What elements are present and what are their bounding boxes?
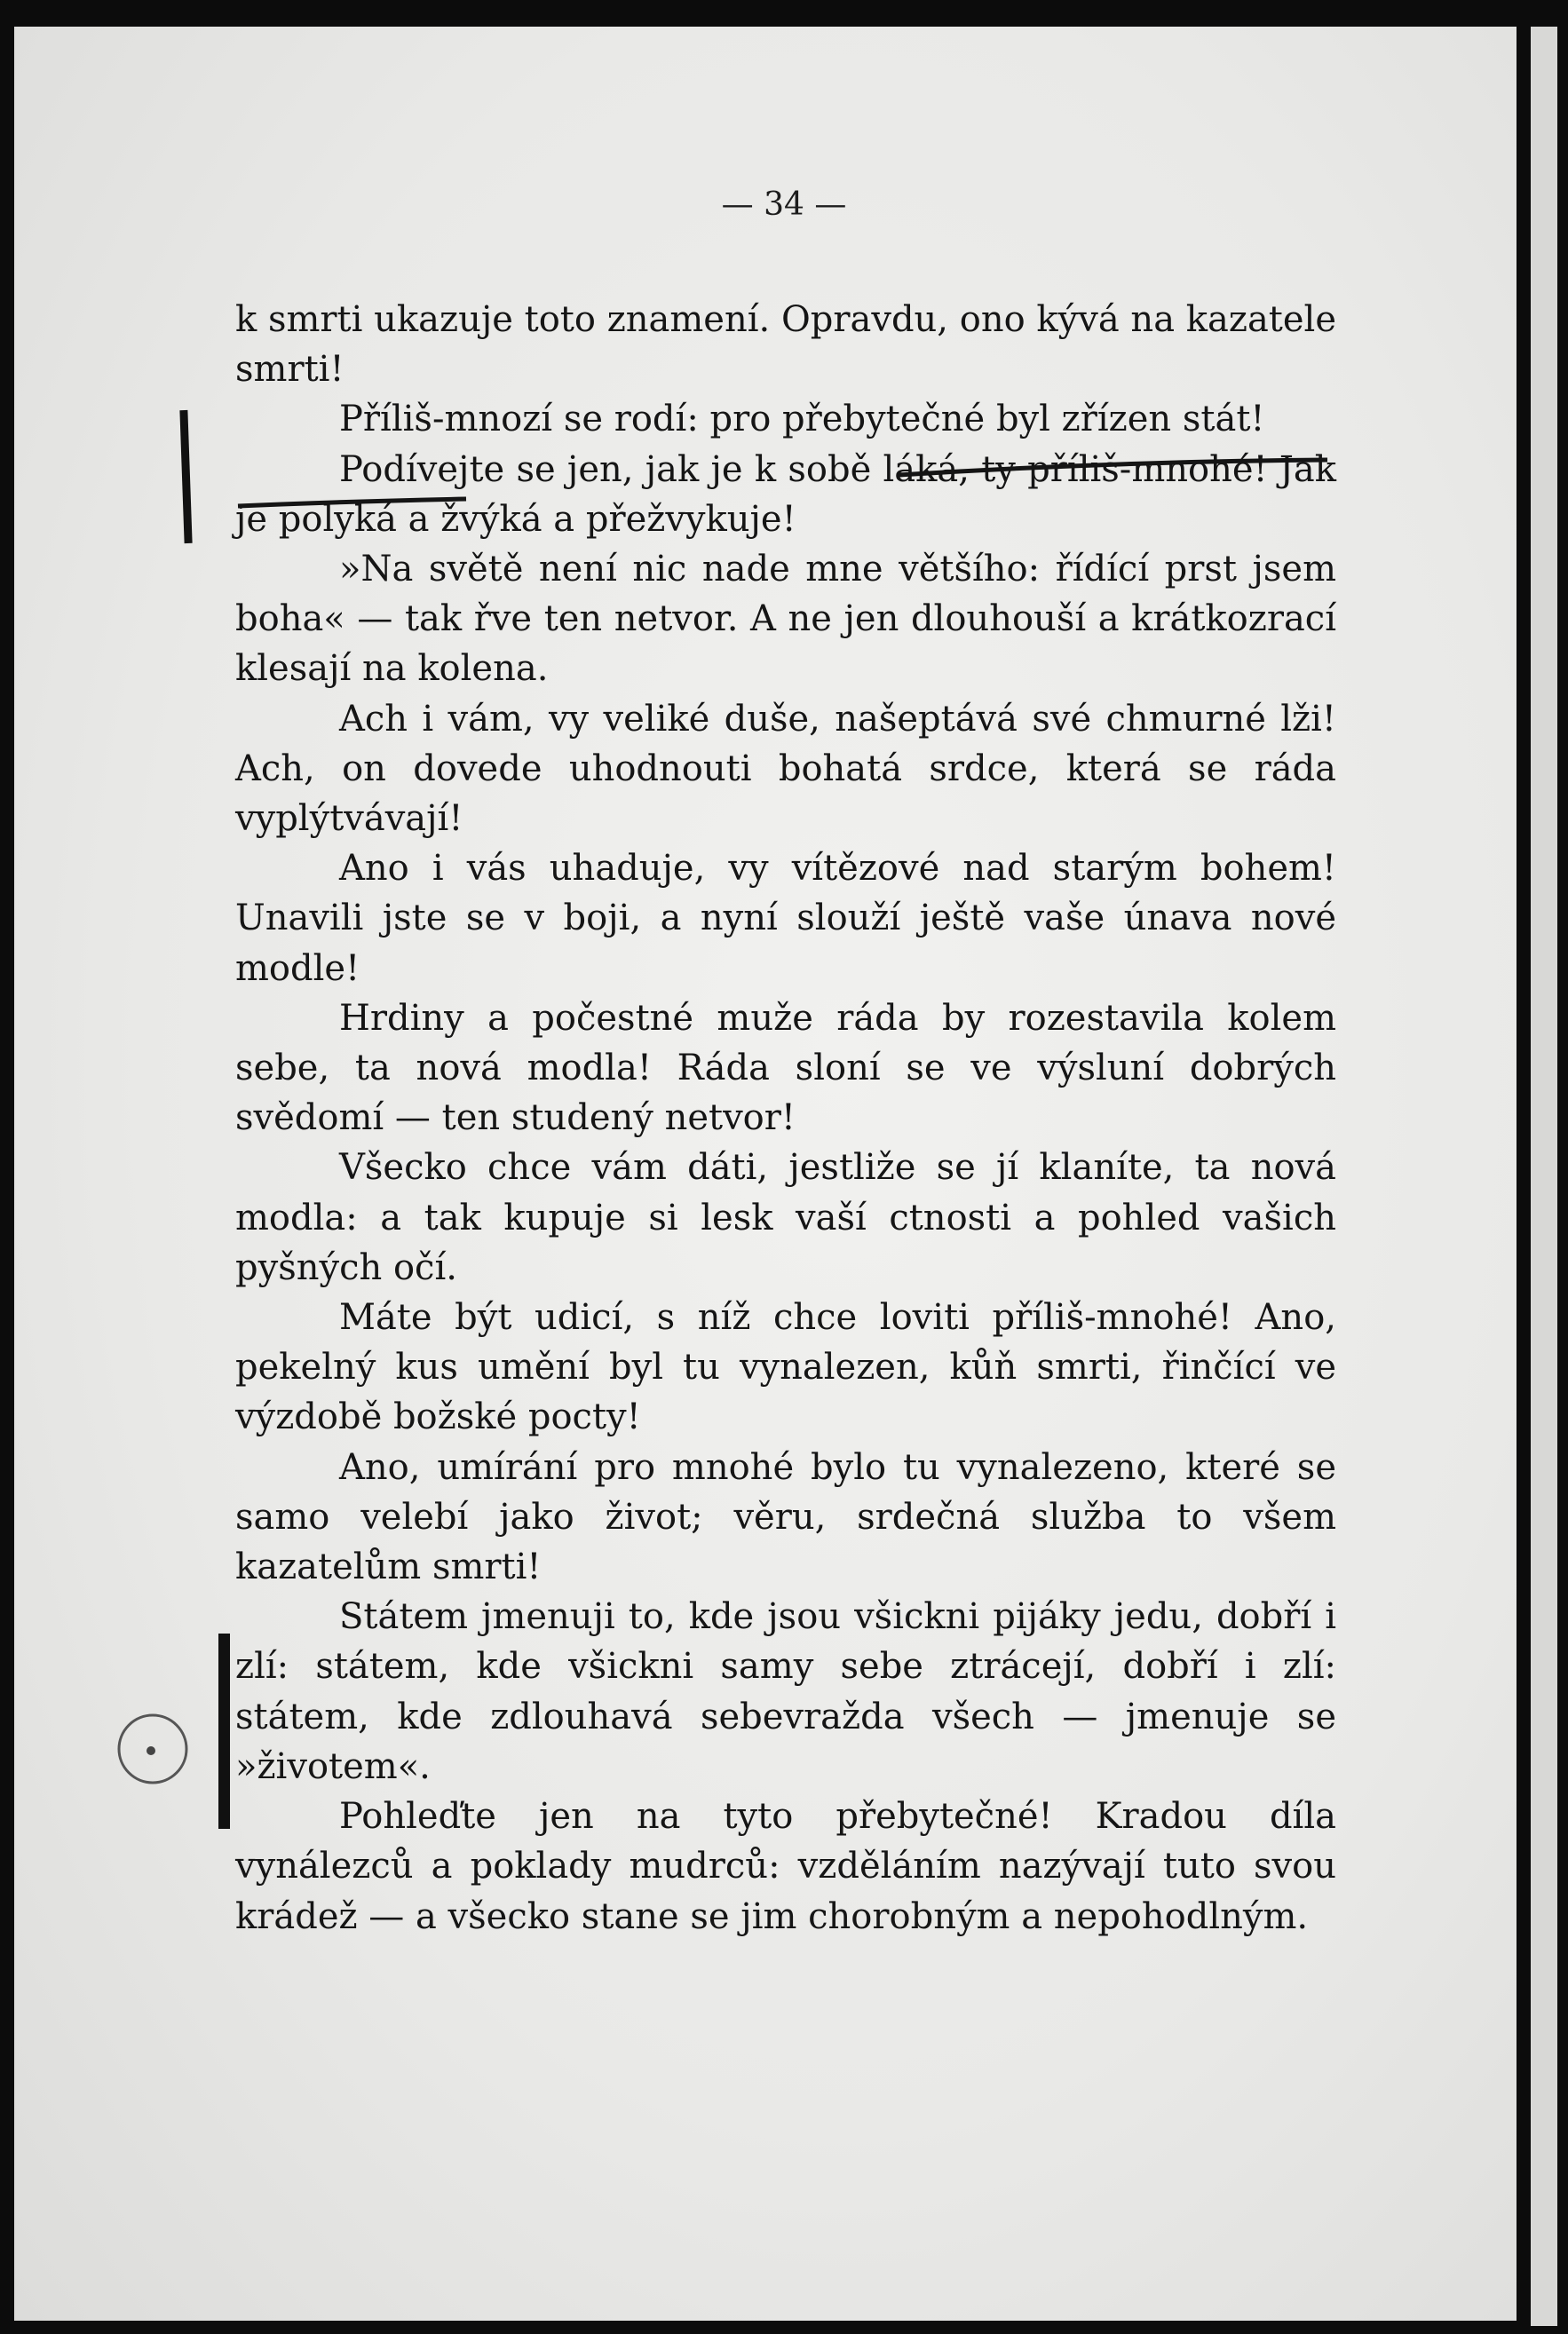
paragraph: Státem jmenuji to, kde jsou všickni pijáky jedu, dobří i zlí: státem, kde všickni samy sebe ztrácejí, dobří i zlí: státem, kde zdlouhavá sebevražda všech — jmenuje se »životem«. (235, 1596, 1336, 1787)
paragraph: Příliš-mnozí se rodí: pro přebytečné byl zřízen stát! (339, 399, 1265, 440)
paragraph: Ano i vás uhaduje, vy vítězové nad starým bohem! Unavili jste se v boji, a nyní slouží ještě vaše únava nové modle! (235, 848, 1336, 989)
paragraph: Podívejte se jen, jak je k sobě láká, ty příliš-mnohé! Jak je polyká a žvýká a přežvykuje! (235, 448, 1336, 540)
paragraph: Všecko chce vám dáti, jestliže se jí klaníte, ta nová modla: a tak kupuje si lesk vaší ctnosti a pohled vašich pyšných očí. (235, 1147, 1336, 1288)
paragraph: Máte být udicí, s níž chce loviti příliš-mnohé! Ano, pekelný kus umění byl tu vynalezen, kůň smrti, řinčící ve výzdobě božské pocty! (235, 1297, 1336, 1438)
paragraph: k smrti ukazuje toto znamení. Opravdu, ono kývá na kazatele smrti! (235, 299, 1336, 391)
paragraph: Pohleďte jen na tyto přebytečné! Kradou díla vynálezců a poklady mudrců: vzděláním nazývají tuto svou krádež — a všecko stane se jim chorobným a nepohodlným. (235, 1796, 1336, 1937)
paragraph: Hrdiny a počestné muže ráda by rozestavila kolem sebe, ta nová modla! Ráda sloní se ve výsluní dobrých svědomí — ten studený netvor! (235, 997, 1336, 1139)
paragraph: »Na světě není nic nade mne většího: řídící prst jsem boha« — tak řve ten netvor. A ne jen dlouhouší a krátkozrací klesají na kolena. (235, 549, 1336, 690)
margin-line-mark-2 (218, 1634, 230, 1829)
paragraph: Ano, umírání pro mnohé bylo tu vynalezeno, které se samo velebí jako život; věru, srdečná služba to všem kazatelům smrti! (235, 1446, 1336, 1588)
paragraph: Ach i vám, vy veliké duše, našeptává své chmurné lži! Ach, on dovede uhodnouti bohatá srdce, která se ráda vyplýtvávají! (235, 698, 1336, 840)
page-edge (1531, 27, 1557, 2326)
body-text (235, 295, 1336, 1942)
page-number: — 34 — (721, 186, 847, 223)
